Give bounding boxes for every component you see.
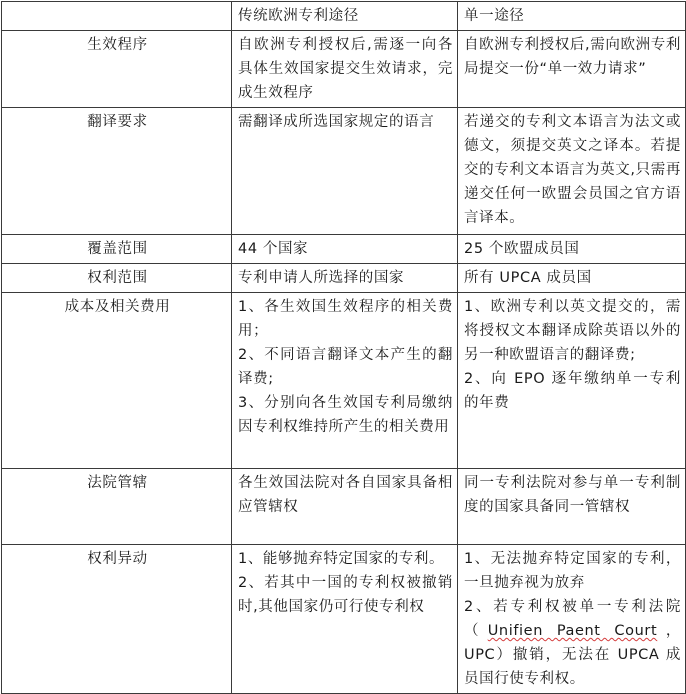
table-row [2, 264, 686, 293]
traditional-text: 各生效国法院对各自国家具备相应管辖权 [238, 475, 453, 515]
table-row [2, 31, 686, 108]
traditional-cell [232, 469, 458, 545]
unitary-text: 所有 UPCA 成员国 [464, 270, 592, 286]
traditional-cell [232, 31, 458, 108]
unitary-text: 自欧洲专利授权后,需向欧洲专利局提交一份“单一效力请求” [464, 37, 681, 77]
traditional-text: 专利申请人所选择的国家 [238, 270, 405, 286]
unitary-cell [458, 31, 686, 108]
traditional-text: 2、不同语言翻译文本产生的翻译费; [238, 347, 453, 387]
table-body [2, 2, 686, 694]
header-row [2, 2, 686, 31]
row-label: 权利范围 [2, 264, 232, 293]
traditional-cell [232, 264, 458, 293]
header-cell-unitary: 单一途径 [458, 2, 686, 31]
traditional-cell [232, 545, 458, 694]
traditional-cell [232, 235, 458, 264]
unitary-cell [458, 235, 686, 264]
header-cell-empty [2, 2, 232, 31]
unitary-text: 1、欧洲专利以英文提交的，需将授权文本翻译成除英语以外的另一种欧盟语言的翻译费; [464, 299, 681, 363]
traditional-text: 需翻译成所选国家规定的语言 [238, 114, 435, 130]
unitary-cell [458, 108, 686, 235]
row-label: 翻译要求 [2, 108, 232, 235]
row-label: 覆盖范围 [2, 235, 232, 264]
unitary-cell [458, 545, 686, 694]
table-row [2, 545, 686, 694]
row-label: 生效程序 [2, 31, 232, 108]
traditional-text: 44 个国家 [238, 241, 309, 257]
unitary-text: 2、向 EPO 逐年缴纳单一专利的年费 [464, 371, 681, 411]
table-row [2, 293, 686, 469]
traditional-text: 自欧洲专利授权后,需逐一向各具体生效国家提交生效请求，完成生效程序 [238, 37, 453, 101]
row-label: 成本及相关费用 [2, 293, 232, 469]
traditional-cell [232, 108, 458, 235]
table-row [2, 108, 686, 235]
unitary-text: 1、无法抛弃特定国家的专利，一旦抛弃视为放弃 [464, 551, 681, 591]
spellcheck-underline: Unifien Paent Court [487, 623, 658, 639]
row-label: 法院管辖 [2, 469, 232, 545]
unitary-text: 同一专利法院对参与单一专利制度的国家具备同一管辖权 [464, 475, 681, 515]
unitary-text: 25 个欧盟成员国 [464, 241, 580, 257]
traditional-text: 3、分别向各生效国专利局缴纳因专利权维持所产生的相关费用 [238, 395, 453, 435]
traditional-text: 1、能够抛弃特定国家的专利。 [238, 551, 445, 567]
header-cell-traditional: 传统欧洲专利途径 [232, 2, 458, 31]
comparison-table [1, 1, 686, 694]
table-row [2, 235, 686, 264]
unitary-cell [458, 264, 686, 293]
traditional-cell [232, 293, 458, 469]
unitary-text: 若递交的专利文本语言为法文或德文，须提交英文之译本。若提交的专利文本语言为英文,只需再递交任何一欧盟会员国之官方语言译本。 [464, 114, 681, 226]
unitary-cell [458, 469, 686, 545]
unitary-cell [458, 293, 686, 469]
unitary-text: 2、若专利权被单一专利法院（Unifien Paent Court，UPC）撤销，无法在 UPCA 成员国行使专利权。 [464, 599, 681, 687]
row-label: 权利异动 [2, 545, 232, 694]
traditional-text: 2、若其中一国的专利权被撤销时,其他国家仍可行使专利权 [238, 575, 453, 615]
traditional-text: 1、各生效国生效程序的相关费用； [238, 299, 453, 339]
table-row [2, 469, 686, 545]
